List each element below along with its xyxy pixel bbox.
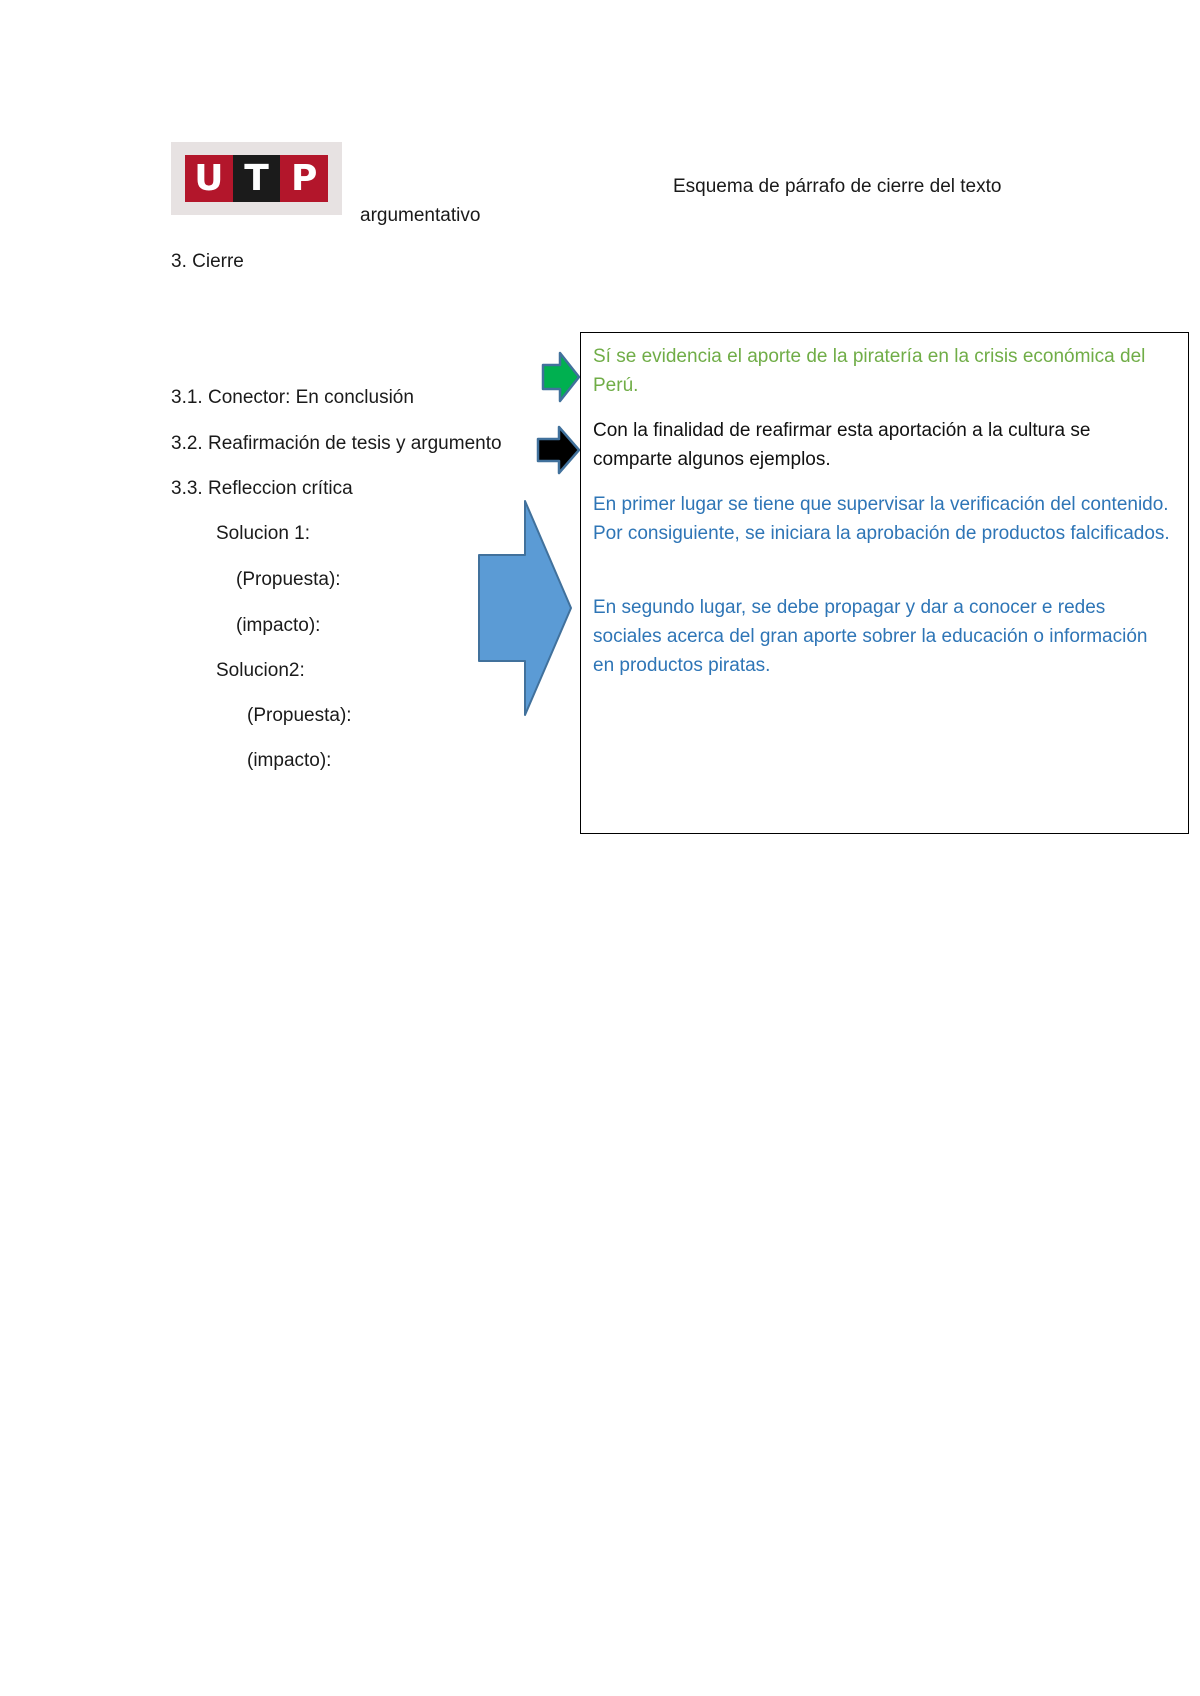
solution-2-label: Solucion2: xyxy=(216,660,305,681)
page-title-line-1: Esquema de párrafo de cierre del texto xyxy=(673,176,1002,197)
outline-item-thesis: 3.2. Reafirmación de tesis y argumento xyxy=(171,433,502,454)
closing-paragraph-box xyxy=(580,332,1189,834)
paragraph-solution-2: En segundo lugar, se debe propagar y dar a conocer e redes sociales acerca del gran aporte sobrer la educación o información en productos piratas. xyxy=(593,597,1148,676)
black-right-arrow-icon xyxy=(535,424,583,476)
solution-2-impact: (impacto): xyxy=(247,750,332,771)
paragraph-thesis: Sí se evidencia el aporte de la piratería en la crisis económica del Perú. xyxy=(593,346,1146,396)
green-right-arrow-icon xyxy=(540,350,584,404)
outline-item-connector: 3.1. Conector: En conclusión xyxy=(171,387,414,408)
outline-item-reflection: 3.3. Refleccion crítica xyxy=(171,478,353,499)
paragraph-reaffirmation: Con la finalidad de reafirmar esta aportación a la cultura se comparte algunos ejemplos. xyxy=(593,420,1091,470)
logo-letter-p: P xyxy=(280,155,328,202)
logo-letter-t: T xyxy=(233,155,281,202)
large-blue-right-arrow-icon xyxy=(476,498,574,718)
section-heading: 3. Cierre xyxy=(171,251,244,272)
solution-2-proposal: (Propuesta): xyxy=(247,705,352,726)
logo-letter-u: U xyxy=(185,155,233,202)
paragraph-solution-1: En primer lugar se tiene que supervisar la verificación del contenido. Por consiguiente, se iniciara la aprobación de productos falcificados. xyxy=(593,494,1170,544)
utp-logo-letters xyxy=(185,155,328,202)
solution-1-impact: (impacto): xyxy=(236,615,321,636)
page-title-line-2: argumentativo xyxy=(360,205,481,226)
solution-1-proposal: (Propuesta): xyxy=(236,569,341,590)
solution-1-label: Solucion 1: xyxy=(216,523,311,544)
utp-logo xyxy=(171,142,342,215)
